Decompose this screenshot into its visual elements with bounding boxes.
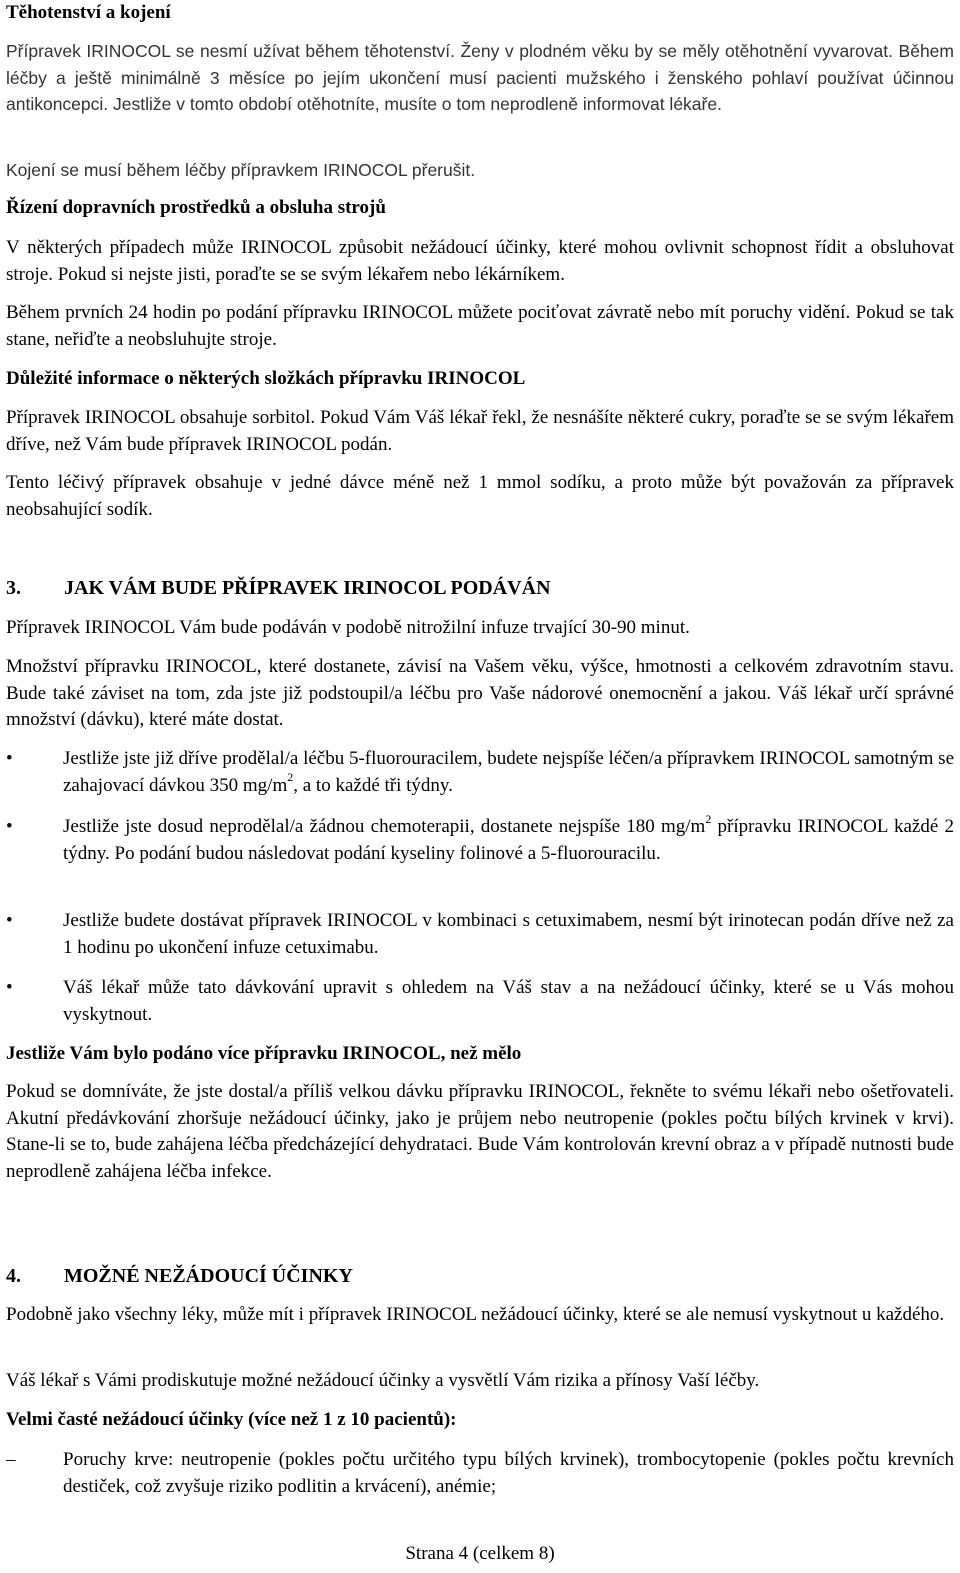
dosage-bullet-3 xyxy=(6,908,954,961)
section-3-paragraph-2: Množství přípravku IRINOCOL, které dostanete, závisí na Vašem věku, výšce, hmotnosti a celkovém zdravotním stavu. Bude také záviset na tom, zda jste již podstoupil/a léčbu pro Vaše nádorové onemocnění a jakou. Váš lékař určí správné množství (dávku), které máte dostat. xyxy=(6,656,954,730)
bullet-2-superscript: 2 xyxy=(705,811,712,826)
ingredients-paragraph-2: Tento léčivý přípravek obsahuje v jedné dávce méně než 1 mmol sodíku, a proto může být považován za přípravek neobsahující sodík. xyxy=(6,472,954,520)
pregnancy-heading: Těhotenství a kojení xyxy=(6,2,171,23)
bullet-1-text-a: Jestliže jste již dříve prodělal/a léčbu 5-fluorouracilem, budete nejspíše léčen/a přípravkem IRINOCOL samotným se zahajovací dávkou 350 mg/m xyxy=(63,748,954,796)
pregnancy-paragraph-1: Přípravek IRINOCOL se nesmí užívat během těhotenství. Ženy v plodném věku by se měly otěhotnění vyvarovat. Během léčby a ještě minimálně 3 měsíce po jejím ukončení musí pacienti mužského i ženského pohlaví používat účinnou antikoncepci. Jestliže v tomto období otěhotníte, musíte o tom neprodleně informovat lékaře. xyxy=(6,41,954,114)
overdose-paragraph: Pokud se domníváte, že jste dostal/a příliš velkou dávku přípravku IRINOCOL, řekněte to svému lékaři nebo ošetřovateli. Akutní předávkování zhoršuje nežádoucí účinky, jako je průjem nebo neutropenie (pokles počtu bílých krvinek v krvi). Stane-li se to, bude zahájena léčba předcházející dehydrataci. Bude Vám kontrolován krevní obraz a v případě nutnosti bude neprodleně zahájena léčba infekce. xyxy=(6,1081,954,1182)
section-3-heading xyxy=(6,575,954,601)
bullet-marker: • xyxy=(6,910,13,931)
bullet-text xyxy=(63,811,954,867)
ingredients-heading: Důležité informace o některých složkách přípravku IRINOCOL xyxy=(6,368,526,389)
bullet-text: Jestliže budete dostávat přípravek IRINOCOL v kombinaci s cetuximabem, nesmí být irinotecan podán dříve než za 1 hodinu po ukončení infuze cetuximabu. xyxy=(63,910,954,958)
page-footer: Strana 4 (celkem 8) xyxy=(405,1543,555,1564)
dosage-bullet-1 xyxy=(6,746,954,799)
dosage-bullet-2 xyxy=(6,811,954,867)
side-effect-text: Poruchy krve: neutropenie (pokles počtu určitého typu bílých krvinek), trombocytopenie (pokles počtu krevních destiček, což zvyšuje riziko podlitin a krvácení), anémie; xyxy=(63,1449,954,1497)
overdose-heading: Jestliže Vám bylo podáno více přípravku IRINOCOL, než mělo xyxy=(6,1043,522,1064)
bullet-2-text-b: přípravku IRINOCOL každé 2 týdny. Po podání budou následovat podání kyseliny folinové a 5-fluorouracilu. xyxy=(63,816,954,864)
section-4-number: 4. xyxy=(6,1265,21,1287)
driving-paragraph-1: V některých případech může IRINOCOL způsobit nežádoucí účinky, které mohou ovlivnit schopnost řídit a obsluhovat stroje. Pokud si nejste jisti, poraďte se se svým lékařem nebo lékárníkem. xyxy=(6,237,954,285)
dash-marker: – xyxy=(6,1449,16,1470)
driving-heading: Řízení dopravních prostředků a obsluha strojů xyxy=(6,197,386,218)
section-3-paragraph-1: Přípravek IRINOCOL Vám bude podáván v podobě nitrožilní infuze trvající 30-90 minut. xyxy=(6,617,690,638)
bullet-1-text-b: , a to každé tři týdny. xyxy=(293,774,453,796)
side-effect-item xyxy=(6,1447,954,1500)
section-4-paragraph-2: Váš lékař s Vámi prodiskutuje možné nežádoucí účinky a vysvětlí Vám rizika a přínosy Vaší léčby. xyxy=(6,1370,760,1391)
dosage-bullet-4 xyxy=(6,975,954,1028)
bullet-text xyxy=(63,746,954,799)
driving-paragraph-2: Během prvních 24 hodin po podání přípravku IRINOCOL můžete pociťovat závratě nebo mít poruchy vidění. Pokud se tak stane, neřiďte a neobsluhujte stroje. xyxy=(6,302,954,350)
bullet-1-superscript: 2 xyxy=(287,770,294,785)
section-4-paragraph-1: Podobně jako všechny léky, může mít i přípravek IRINOCOL nežádoucí účinky, které se ale nemusí vyskytnout u každého. xyxy=(6,1304,945,1325)
bullet-marker: • xyxy=(6,816,13,837)
section-3-title: JAK VÁM BUDE PŘÍPRAVEK IRINOCOL PODÁVÁN xyxy=(64,577,551,599)
very-common-heading: Velmi časté nežádoucí účinky (více než 1 z 10 pacientů): xyxy=(6,1409,457,1430)
bullet-2-text-a: Jestliže jste dosud neprodělal/a žádnou chemoterapii, dostanete nejspíše 180 mg/m xyxy=(63,816,706,837)
bullet-text: Váš lékař může tato dávkování upravit s ohledem na Váš stav a na nežádoucí účinky, které se u Vás mohou vyskytnout. xyxy=(63,977,954,1025)
section-3-number: 3. xyxy=(6,577,21,599)
section-4-title: MOŽNÉ NEŽÁDOUCÍ ÚČINKY xyxy=(64,1265,353,1287)
ingredients-paragraph-1: Přípravek IRINOCOL obsahuje sorbitol. Pokud Vám Váš lékař řekl, že nesnášíte některé cukry, poraďte se se svým lékařem dříve, než Vám bude přípravek IRINOCOL podán. xyxy=(6,407,954,455)
bullet-marker: • xyxy=(6,748,13,769)
bullet-marker: • xyxy=(6,977,13,998)
section-4-heading xyxy=(6,1263,954,1289)
pregnancy-paragraph-2: Kojení se musí během léčby přípravkem IRINOCOL přerušit. xyxy=(6,160,476,180)
